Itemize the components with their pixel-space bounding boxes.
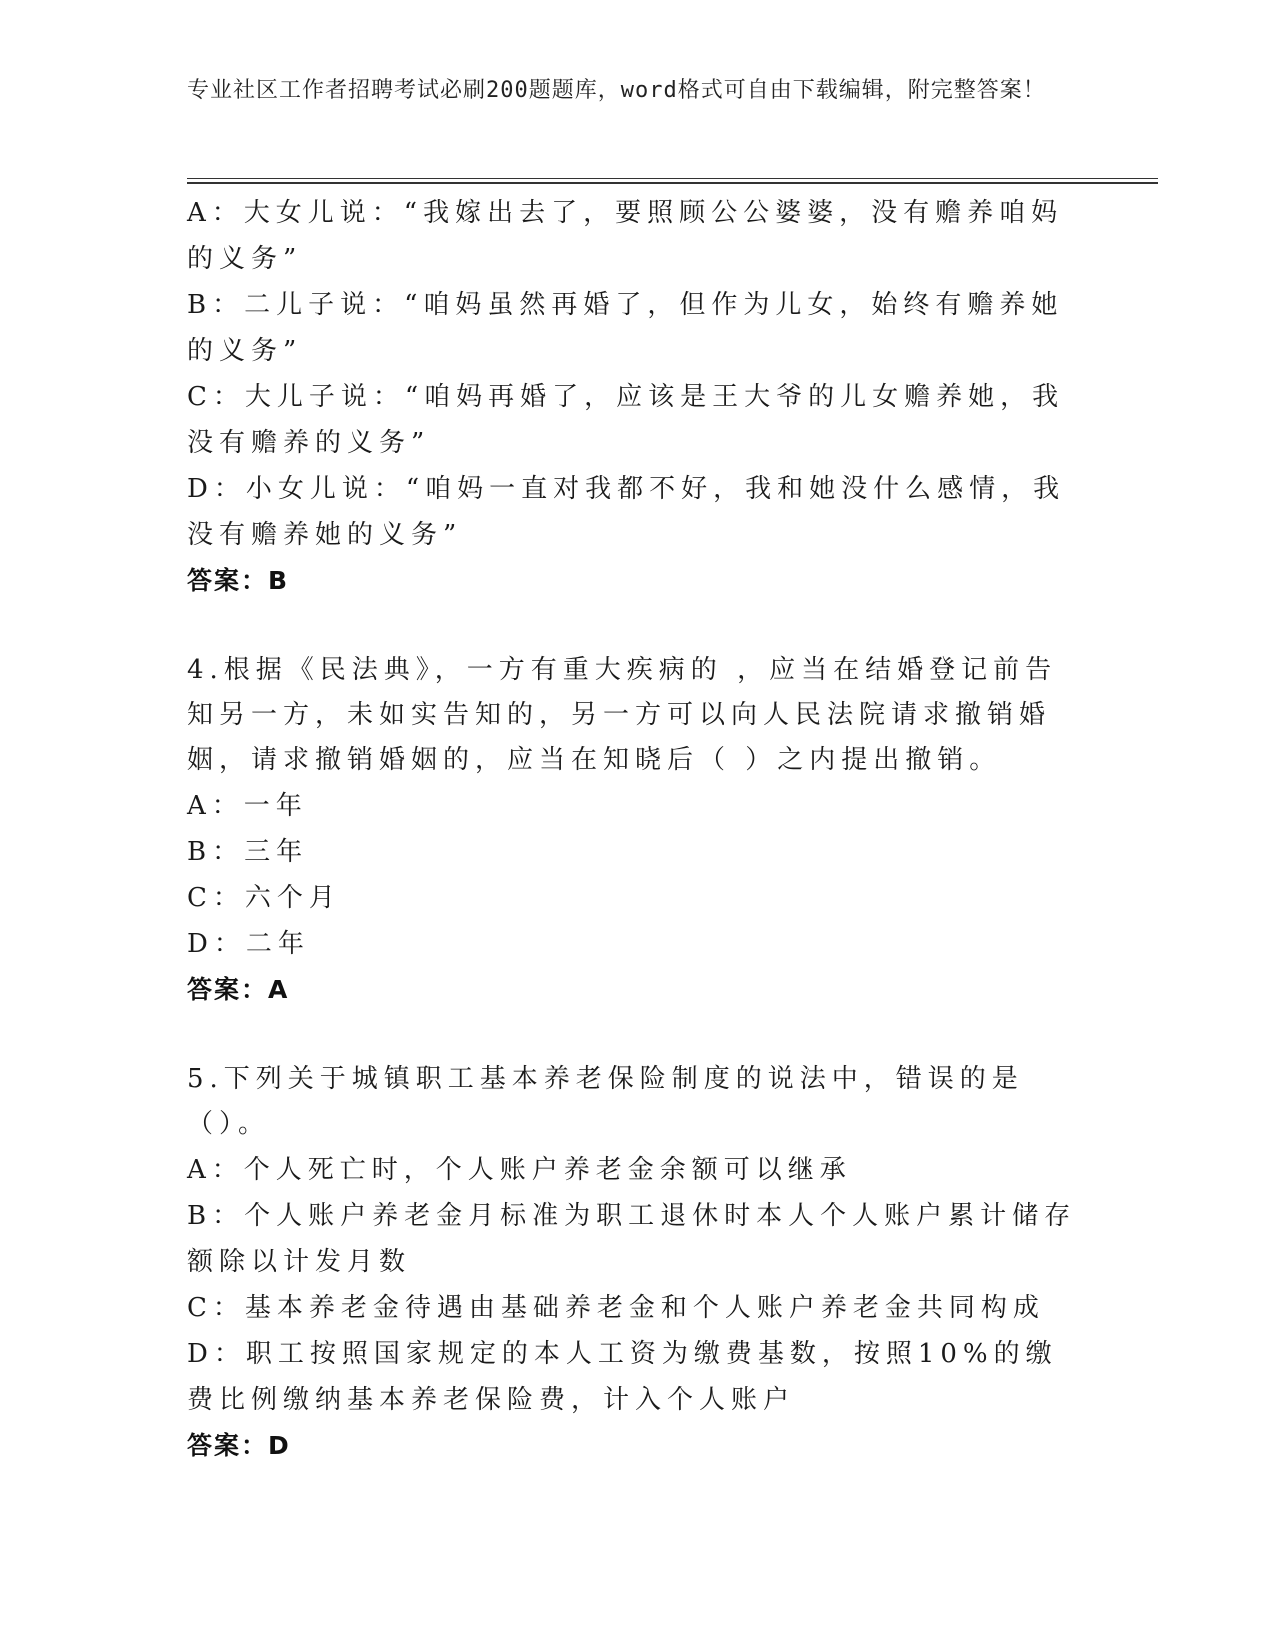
document-header: 专业社区工作者招聘考试必刷200题题库，word格式可自由下载编辑，附完整答案！: [187, 78, 1046, 103]
q3-option-d: D：小女儿说：“咱妈一直对我都不好，我和她没什么感情，我没有赡养她的义务”: [187, 474, 1066, 550]
question-4: [187, 648, 1087, 1013]
q3-option-c: C：大儿子说：“咱妈再婚了，应该是王大爷的儿女赡养她，我没有赡养的义务”: [187, 382, 1065, 458]
q5-option-b: B：个人账户养老金月标准为职工退休时本人个人账户累计储存额除以计发月数: [187, 1201, 1077, 1277]
q4-option-a: A：一年: [187, 791, 308, 821]
q4-option-b: B：三年: [187, 837, 309, 867]
q5-question-text: 5.下列关于城镇职工基本养老保险制度的说法中，错误的是（）。: [187, 1064, 1024, 1139]
question-list: [187, 190, 1087, 1469]
q3-answer: 答案：B: [187, 566, 290, 595]
question-3: [187, 190, 1087, 604]
q5-answer: 答案：D: [187, 1431, 291, 1460]
q5-option-c: C：基本养老金待遇由基础养老金和个人账户养老金共同构成: [187, 1293, 1045, 1323]
q3-option-b: B：二儿子说：“咱妈虽然再婚了，但作为儿女，始终有赡养她的义务”: [187, 290, 1064, 366]
q4-question-text: 4.根据《民法典》，一方有重大疾病的 ，应当在结婚登记前告知另一方，未如实告知的，另一方可以向人民法院请求撤销婚姻，请求撤销婚姻的，应当在知晓后（ ）之内提出撤销。: [187, 655, 1058, 775]
spacer: [187, 604, 1087, 648]
q4-option-d: D：二年: [187, 929, 310, 959]
q5-option-a: A：个人死亡时，个人账户养老金余额可以继承: [187, 1155, 852, 1185]
header-divider-thin: [187, 178, 1158, 179]
spacer: [187, 1013, 1087, 1057]
q4-answer: 答案：A: [187, 975, 290, 1004]
question-5: [187, 1057, 1087, 1469]
header-divider-thick: [187, 182, 1158, 184]
q4-option-c: C：六个月: [187, 883, 341, 913]
q5-option-d: D：职工按照国家规定的本人工资为缴费基数，按照10%的缴费比例缴纳基本养老保险费，计入个人账户: [187, 1339, 1058, 1415]
q3-option-a: A：大女儿说：“我嫁出去了，要照顾公公婆婆，没有赡养咱妈的义务”: [187, 198, 1064, 274]
